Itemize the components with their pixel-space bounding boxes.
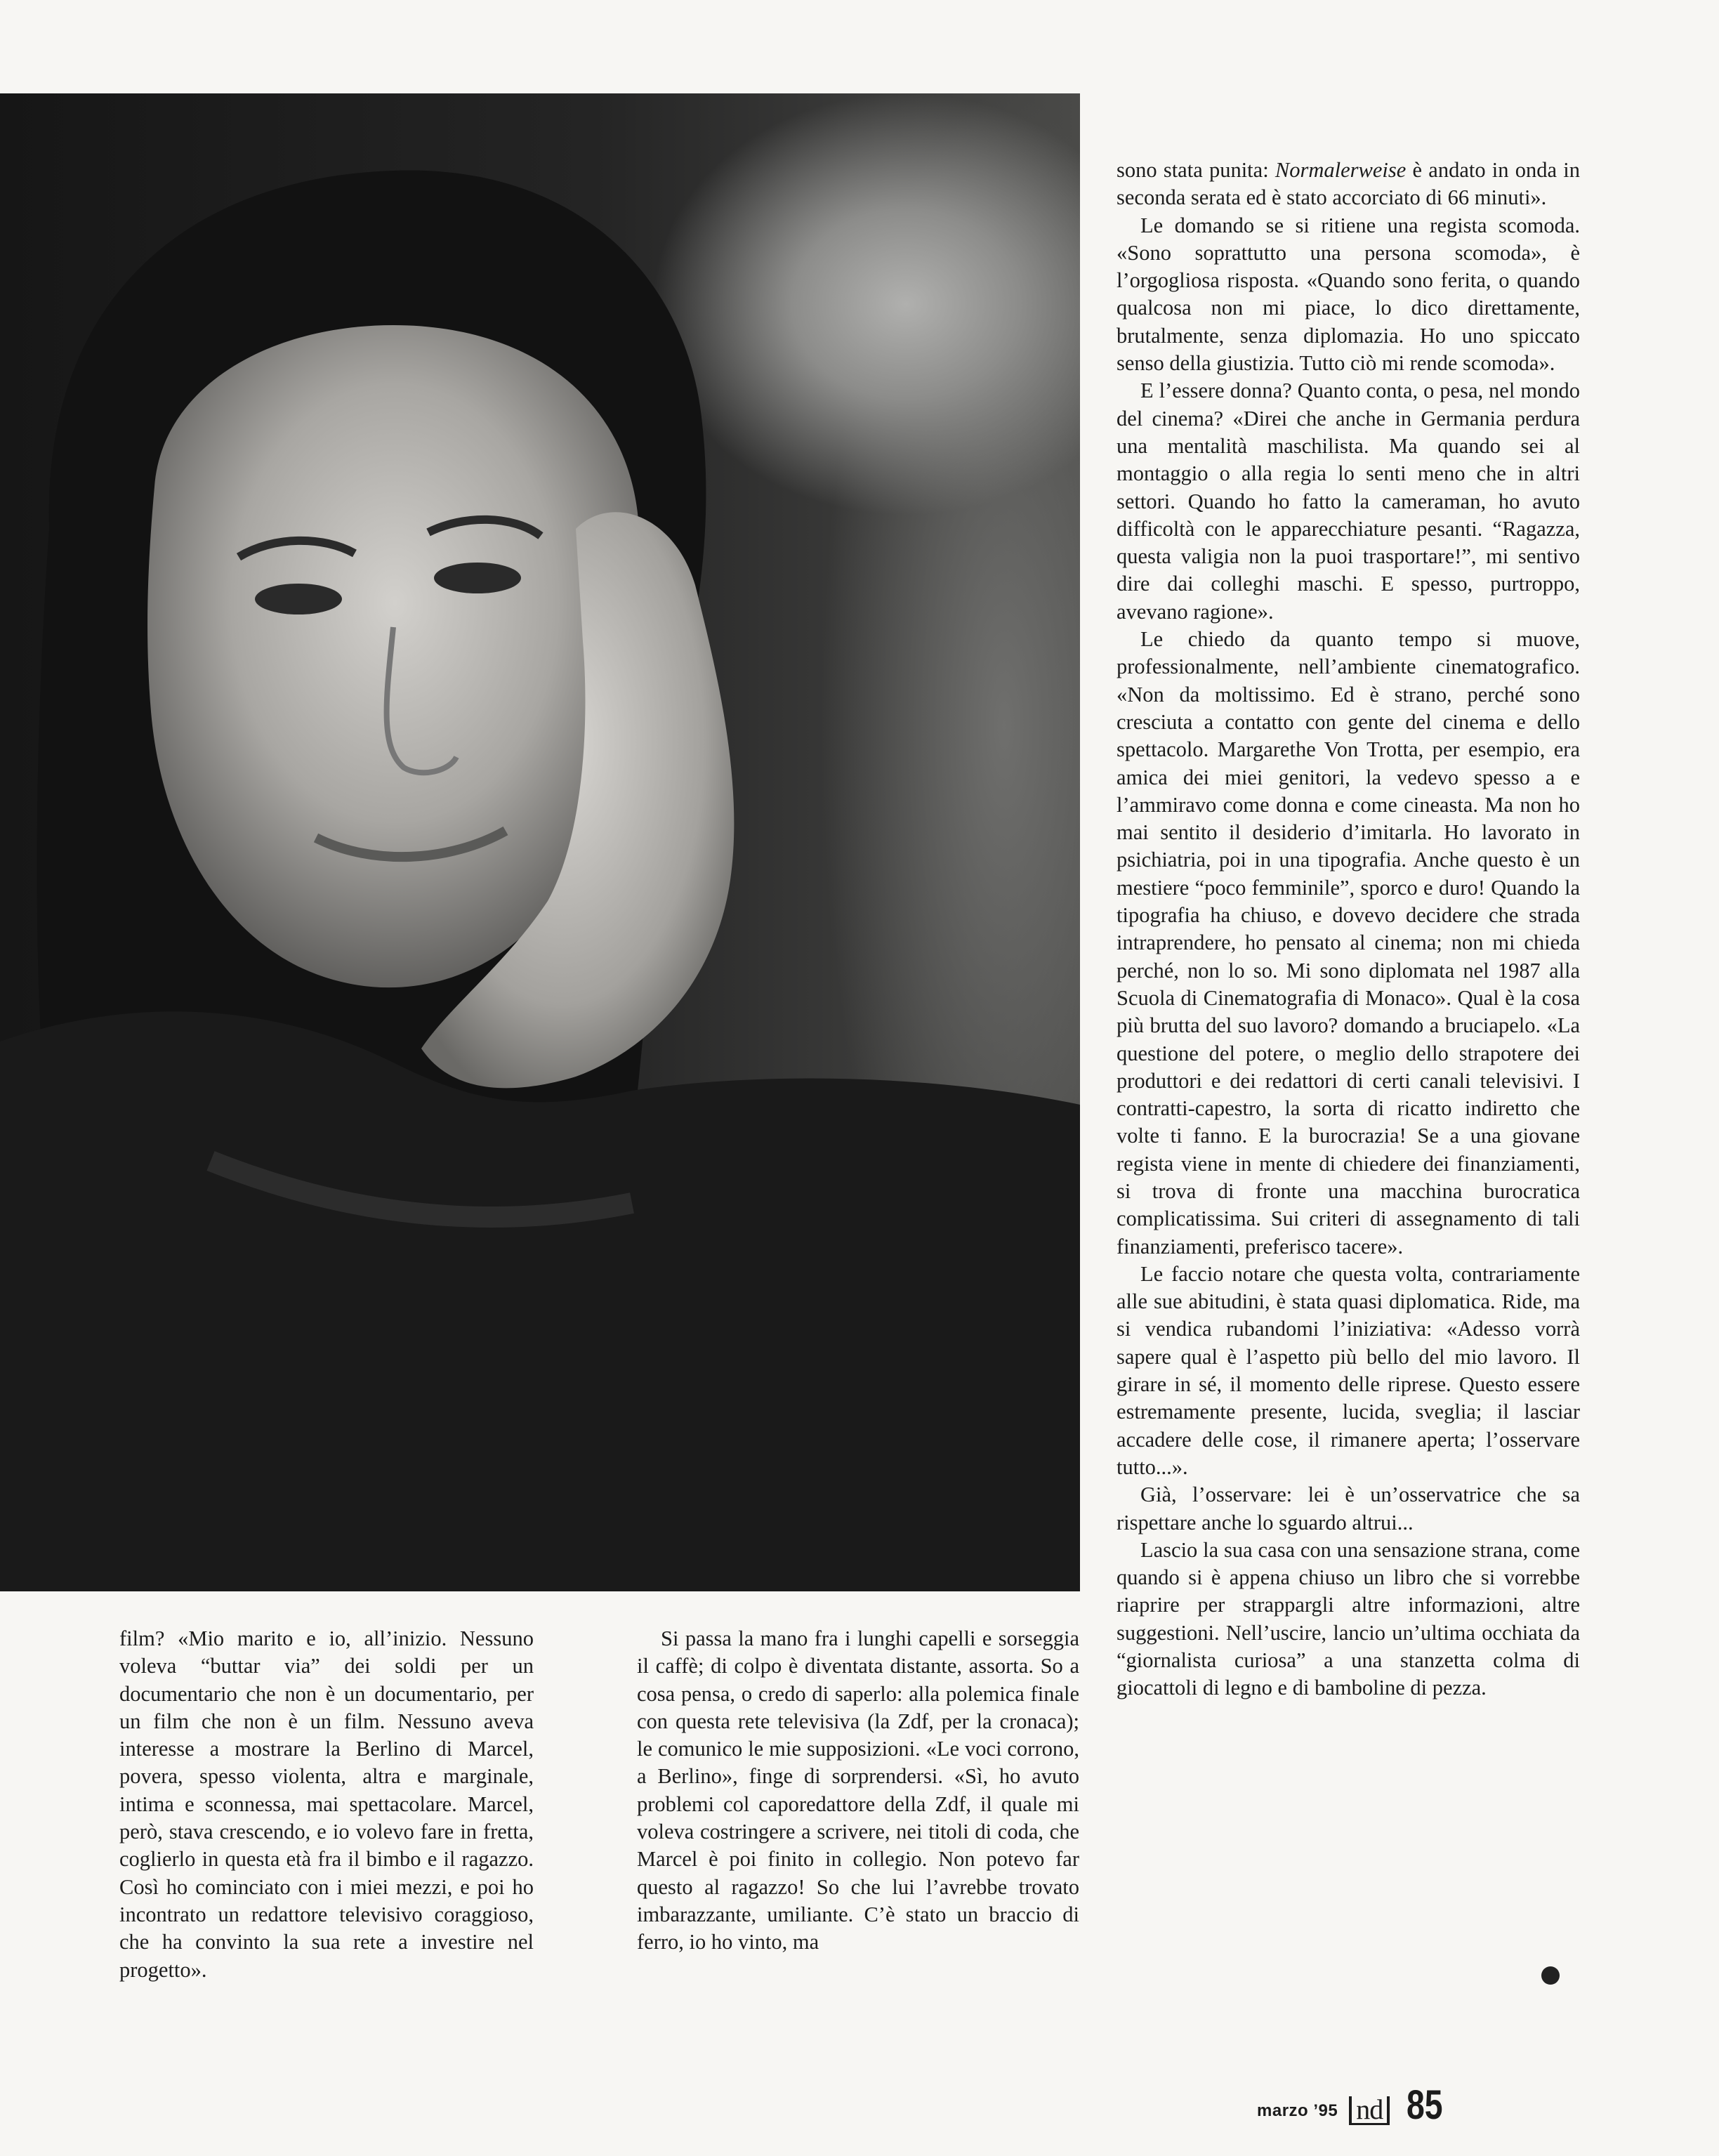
article-column-3 — [1117, 157, 1580, 1702]
paragraph: Già, l’osservare: lei è un’osservatrice che sa rispettare anche lo sguardo altrui... — [1117, 1483, 1580, 1534]
text-run: è andato in onda in seconda serata ed è stato accorciato di 66 minuti». — [1117, 158, 1580, 210]
magazine-logo: nd — [1349, 2096, 1390, 2125]
portrait-photo — [0, 93, 1080, 1591]
paragraph — [1117, 157, 1580, 212]
text-run: sono stata punita: — [1117, 158, 1275, 182]
portrait-illustration — [0, 93, 1080, 1591]
end-of-article-bullet — [1541, 1966, 1560, 1985]
issue-date: marzo ’95 — [1257, 2101, 1338, 2120]
paragraph: Le chiedo da quanto tempo si muove, professionalmente, nell’ambiente cinematografico. «Non da moltissimo. Ed è strano, perché sono cresciuta a contatto con gente del cinema e dello spettacolo. Margarethe Von Trotta, per esempio, era amica dei miei genitori, la vedevo spesso a e l’ammiravo come donna e come cineasta. Ma non ho mai sentito il desiderio d’imitarla. Ho lavorato in psichiatria, poi in una tipografia. Anche questo è un mestiere “poco femminile”, sporco e duro! Quando la tipografia ha chiuso, e dovevo decidere che strada intraprendere, ho pensato al cinema; non mi chieda perché, non lo so. Mi sono diplomata nel 1987 alla Scuola di Cinematografia di Monaco». Qual è la cosa più brutta del suo lavoro? domando a bruciapelo. «La questione del potere, o meglio dello strapotere dei produttori e dei redattori di certi canali televisivi. I contratti-capestro, la sorta di ricatto indiretto che volte ti fanno. E la burocrazia! Se a una giovane regista viene in mente di chiedere dei finanziamenti, si trova di fronte una macchina burocratica complicatissima. Sui criteri di assegnamento di tali finanziamenti, preferisco tacere». — [1117, 627, 1580, 1258]
film-title: Normalerweise — [1275, 158, 1407, 182]
paragraph: Lascio la sua casa con una sensazione strana, come quando si è appena chiuso un libro che si vorrebbe riaprire per strappargli altre informazioni, altre suggestioni. Nell’uscire, lancio un’ultima occhiata da “giornalista curiosa” a una stanzetta colma di giocattoli di legno e di bamboline di pezza. — [1117, 1537, 1580, 1700]
article-column-1 — [119, 1625, 534, 1984]
paragraph: Le domando se si ritiene una regista scomoda. «Sono soprattutto una persona scomoda», è l’orgogliosa risposta. «Quando sono ferita, o quando qualcosa non mi piace, lo dico direttamente, brutalmente, senza diplomazia. Ho uno spiccato senso della giustizia. Tutto ciò mi rende scomoda». — [1117, 213, 1580, 376]
article-column-2 — [637, 1625, 1079, 1957]
page-number: 85 — [1407, 2082, 1443, 2128]
page-footer — [1257, 2082, 1452, 2128]
paragraph: Le faccio notare che questa volta, contrariamente alle sue abitudini, è stata quasi diplomatica. Ride, ma si vendica rubandomi l’iniziativa: «Adesso vorrà sapere qual è l’aspetto più bello del mio lavoro. Il girare in sé, il momento delle riprese. Questo essere estremamente presente, lucida, sveglia; il lasciar accadere delle cose, il rimanere aperta; l’osservare tutto...». — [1117, 1261, 1580, 1479]
paragraph: E l’essere donna? Quanto conta, o pesa, nel mondo del cinema? «Direi che anche in Germania perdura una mentalità maschilista. Ma quando sei al montaggio o alla regia lo senti meno che in altri settori. Quando ho fatto la cameraman, ho avuto difficoltà con le apparecchiature pesanti. “Ragazza, questa valigia non la puoi trasportare!”, mi sentivo dire dai colleghi maschi. E spesso, purtroppo, avevano ragione». — [1117, 379, 1580, 624]
paragraph: Si passa la mano fra i lunghi capelli e sorseggia il caffè; di colpo è diventata distante, assorta. So a cosa pensa, o credo di saperlo: alla polemica finale con questa rete televisiva (la Zdf, per la cronaca); le comunico le mie supposizioni. «Le voci corrono, a Berlino», finge di sorprendersi. «Sì, ho avuto problemi col caporedattore della Zdf, il quale mi voleva costringere a scrivere, nei titoli di coda, che Marcel è poi finito in collegio. Non potevo far questo al ragazzo! So che lui l’avrebbe trovato imbarazzante, umiliante. C’è stato un braccio di ferro, io ho vinto, ma — [637, 1626, 1079, 1954]
paragraph: film? «Mio marito e io, all’inizio. Nessuno voleva “buttar via” dei soldi per un documentario che non è un documentario, per un film che non è un film. Nessuno aveva interesse a mostrare la Berlino di Marcel, povera, spesso violenta, altra e marginale, intima e sconnessa, mai spettacolare. Marcel, però, stava crescendo, e io volevo fare in fretta, coglierlo in questa età fra il bimbo e il ragazzo. Così ho cominciato con i miei mezzi, e poi ho incontrato un redattore televisivo coraggioso, che ha convinto la sua rete a investire nel progetto». — [119, 1626, 534, 1982]
